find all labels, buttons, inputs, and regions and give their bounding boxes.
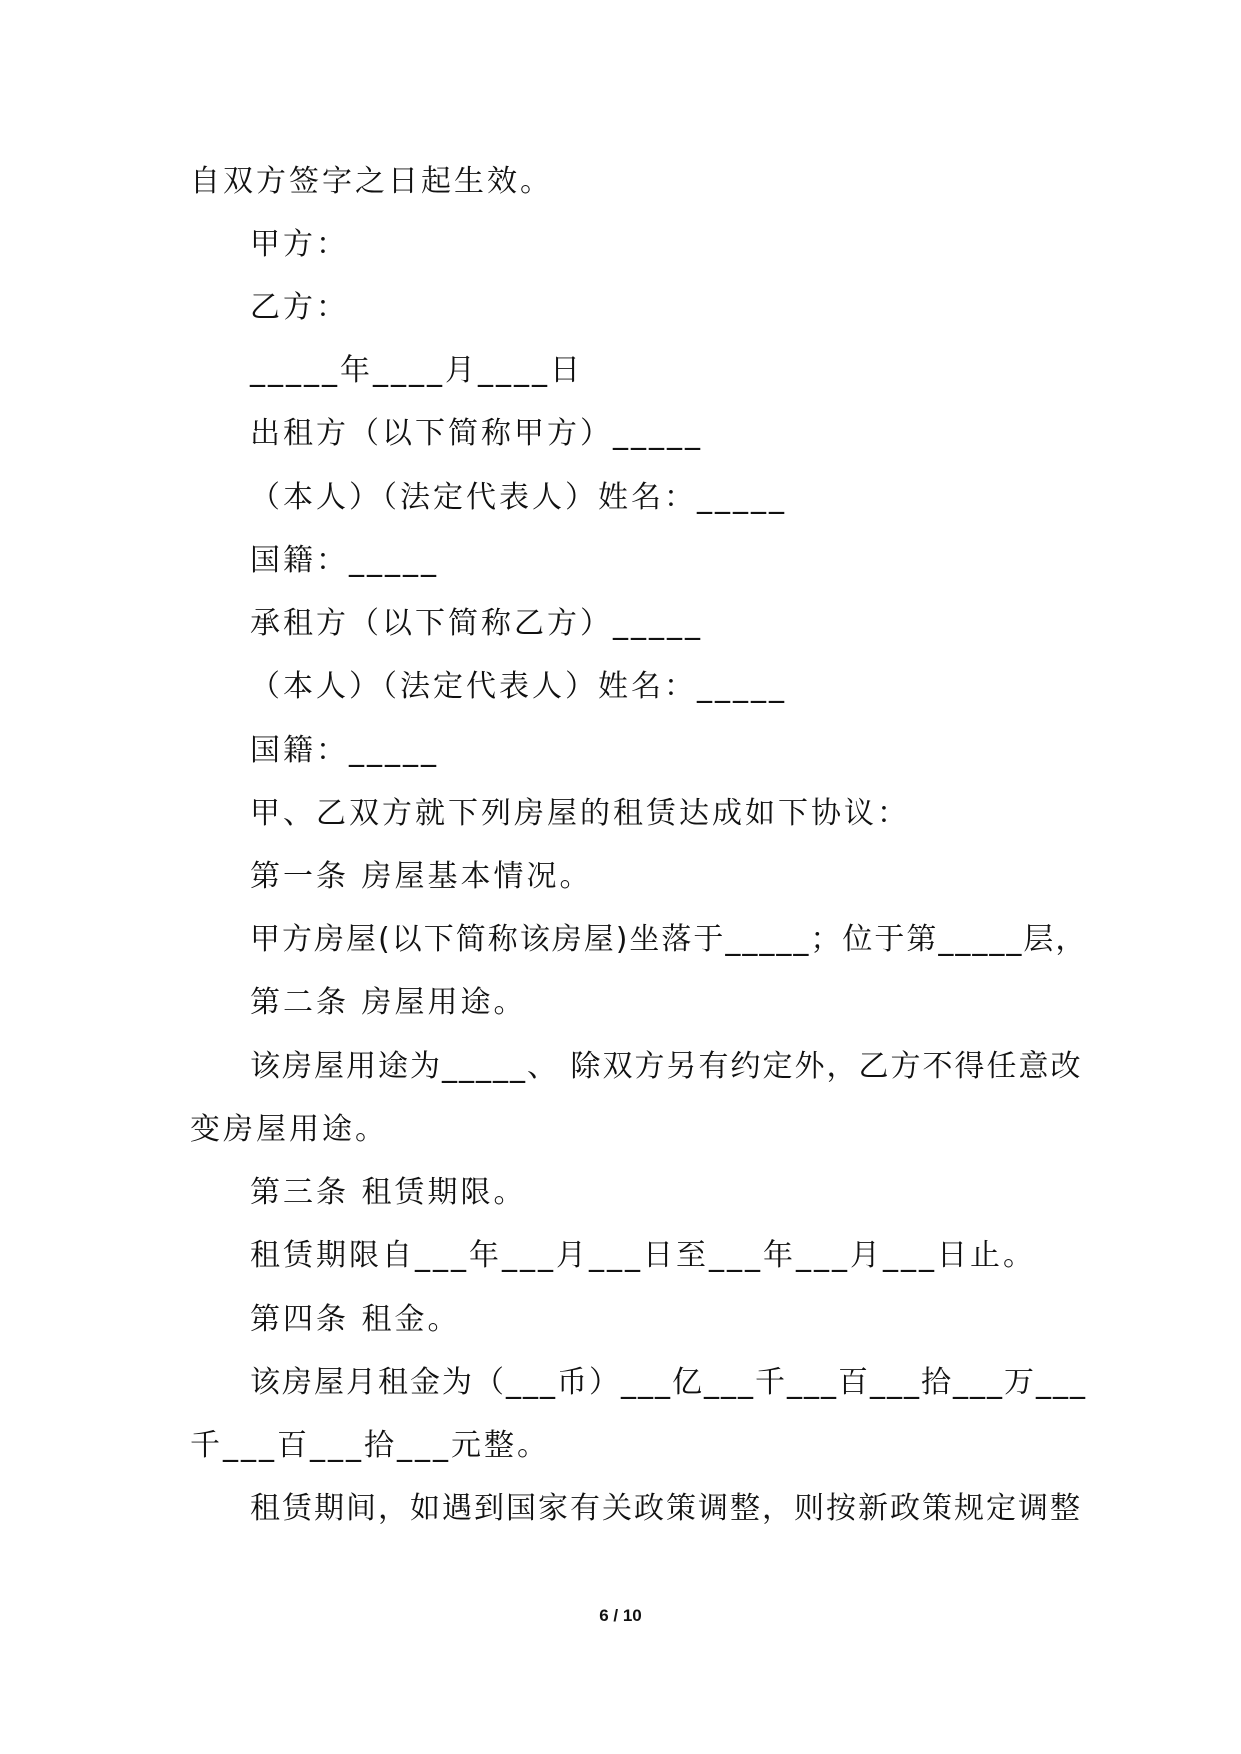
text-line: 甲方房屋(以下简称该房屋)坐落于_____；位于第_____层，: [250, 922, 1088, 957]
text-line: 变房屋用途。: [190, 1112, 388, 1147]
text-line: （本人）（法定代表人）姓名：_____: [250, 480, 787, 515]
text-line-usage-cont: [0, 1106, 1241, 1154]
text-line-lessee: [0, 600, 1241, 648]
text-line-term: [0, 1232, 1241, 1280]
text-line-party-a: [0, 221, 1241, 269]
text-line: 该房屋用途为_____、 除双方另有约定外，乙方不得任意改: [250, 1049, 1083, 1084]
text-line-effective: [0, 158, 1241, 206]
text-line: 出租方（以下简称甲方）_____: [250, 416, 703, 451]
text-line: 承租方（以下简称乙方）_____: [250, 606, 703, 641]
article-heading-4: [0, 1296, 1241, 1344]
text-line-party-b: [0, 284, 1241, 332]
text-line-rent: [0, 1359, 1241, 1407]
text-line: 租赁期间，如遇到国家有关政策调整，则按新政策规定调整: [250, 1491, 1082, 1526]
text-line-lessor-nationality: [0, 537, 1241, 585]
text-line: 甲方：: [250, 227, 349, 262]
text-line: 第一条 房屋基本情况。: [250, 859, 593, 894]
text-line: 该房屋月租金为（___币）___亿___千___百___拾___万___: [250, 1365, 1087, 1400]
text-line-lessee-name: [0, 663, 1241, 711]
text-line: 第二条 房屋用途。: [250, 985, 527, 1020]
text-line: _____年____月____日: [250, 353, 583, 388]
text-line-lessor-name: [0, 474, 1241, 522]
text-line: 国籍：_____: [250, 733, 439, 768]
text-line: 甲、乙双方就下列房屋的租赁达成如下协议：: [250, 796, 910, 831]
text-line: （本人）（法定代表人）姓名：_____: [250, 669, 787, 704]
text-line-agreement: [0, 790, 1241, 838]
text-line-policy: [0, 1485, 1241, 1533]
text-line: 租赁期限自___年___月___日至___年___月___日止。: [250, 1238, 1036, 1273]
text-line: 自双方签字之日起生效。: [190, 164, 553, 199]
article-heading-3: [0, 1169, 1241, 1217]
text-line-usage: [0, 1043, 1241, 1091]
text-line-lessor: [0, 410, 1241, 458]
text-line: 乙方：: [250, 290, 349, 325]
text-line-lessee-nationality: [0, 727, 1241, 775]
text-line: 国籍：_____: [250, 543, 439, 578]
text-line: 第三条 租赁期限。: [250, 1175, 527, 1210]
text-line-location: [0, 916, 1241, 964]
text-line: 第四条 租金。: [250, 1302, 461, 1337]
text-line-rent-cont: [0, 1422, 1241, 1470]
article-heading-2: [0, 979, 1241, 1027]
article-heading-1: [0, 853, 1241, 901]
text-line-date: [0, 347, 1241, 395]
text-line: 千___百___拾___元整。: [190, 1428, 550, 1463]
page-number: 6 / 10: [599, 1606, 642, 1625]
